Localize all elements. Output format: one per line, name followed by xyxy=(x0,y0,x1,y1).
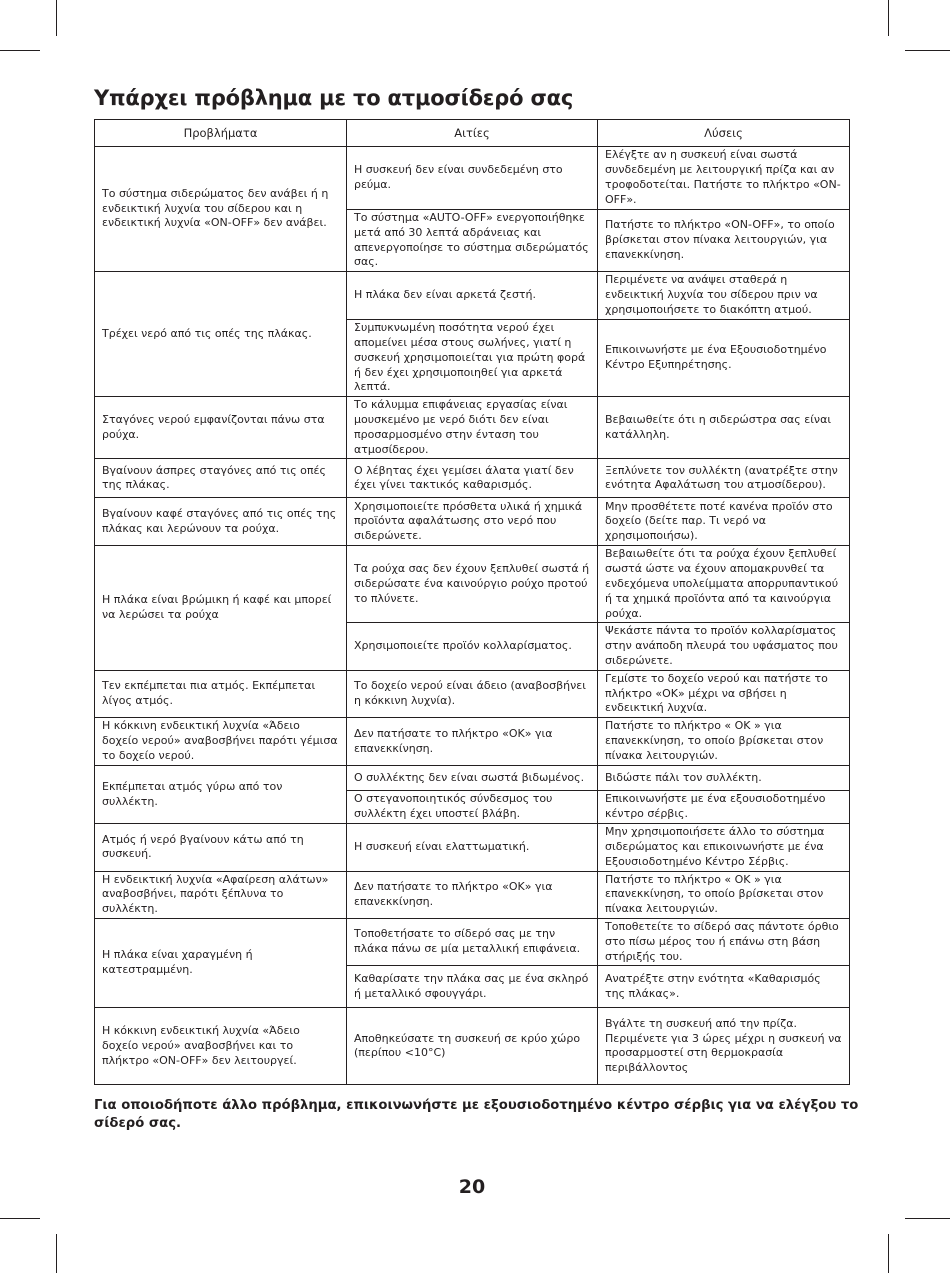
solution-cell: Ανατρέξτε στην ενότητα «Καθαρισμός της πλάκας». xyxy=(598,966,850,1008)
solution-cell: Βγάλτε τη συσκευή από την πρίζα. Περιμένετε για 3 ώρες μέχρι η συσκευή να προσαρμοστεί στη θερμοκρασία περιβάλλοντος xyxy=(598,1008,850,1085)
cause-cell: Χρησιμοποιείτε προϊόν κολλαρίσματος. xyxy=(347,623,598,670)
cause-cell: Το σύστημα «AUTO-OFF» ενεργοποιήθηκε μετά από 30 λεπτά αδράνειας και απενεργοποίησε το σύστημα σιδερώματός σας. xyxy=(347,210,598,272)
solution-cell: Γεμίστε το δοχείο νερού και πατήστε το πλήκτρο «ΟΚ» μέχρι να σβήσει η ενδεικτική λυχνία. xyxy=(598,670,850,717)
crop-mark xyxy=(56,0,57,36)
cause-cell: Τα ρούχα σας δεν έχουν ξεπλυθεί σωστά ή σιδερώσατε ένα καινούργιο ρούχο προτού το πλύνετε. xyxy=(347,546,598,623)
solution-cell: Ελέγξτε αν η συσκευή είναι σωστά συνδεδεμένη με λειτουργική πρίζα και αν τροφοδοτείται. Πατήστε το πλήκτρο «ON-OFF». xyxy=(598,147,850,210)
table-row xyxy=(95,498,850,546)
problem-cell: Βγαίνουν άσπρες σταγόνες από τις οπές της πλάκας. xyxy=(95,459,347,498)
crop-mark xyxy=(0,50,40,51)
solution-cell: Μην χρησιμοποιήσετε άλλο το σύστημα σιδερώματος και επικοινωνήστε με ένα Εξουσιοδοτημένο Κέντρο Σέρβις. xyxy=(598,824,850,871)
table-row xyxy=(95,397,850,459)
problem-cell: Βγαίνουν καφέ σταγόνες από τις οπές της πλάκας και λερώνουν τα ρούχα. xyxy=(95,498,347,546)
problem-cell: Εκπέμπεται ατμός γύρω από τον συλλέκτη. xyxy=(95,766,347,824)
solution-cell: Πατήστε το πλήκτρο « ΟΚ » για επανεκκίνηση, το οποίο βρίσκεται στον πίνακα λειτουργιών. xyxy=(598,871,850,918)
table-header-row xyxy=(95,120,850,147)
page-number: 20 xyxy=(458,1176,486,1198)
solution-cell: Επικοινωνήστε με ένα Εξουσιοδοτημένο Κέντρο Εξυπηρέτησης. xyxy=(598,320,850,397)
cause-cell: Δεν πατήσατε το πλήκτρο «ΟΚ» για επανεκκίνηση. xyxy=(347,718,598,766)
table-row xyxy=(95,670,850,717)
problem-cell: Σταγόνες νερού εμφανίζονται πάνω στα ρούχα. xyxy=(95,397,347,459)
solution-cell: Πατήστε το πλήκτρο « ΟΚ » για επανεκκίνηση, το οποίο βρίσκεται στον πίνακα λειτουργιών. xyxy=(598,718,850,766)
problem-cell: Η πλάκα είναι χαραγμένη ή κατεστραμμένη. xyxy=(95,918,347,1007)
table-row xyxy=(95,459,850,498)
cause-cell: Ο στεγανοποιητικός σύνδεσμος του συλλέκτη έχει υποστεί βλάβη. xyxy=(347,791,598,824)
cause-cell: Η συσκευή είναι ελαττωματική. xyxy=(347,824,598,871)
cause-cell: Τοποθετήσατε το σίδερό σας με την πλάκα πάνω σε μία μεταλλική επιφάνεια. xyxy=(347,918,598,965)
solution-cell: Ξεπλύνετε τον συλλέκτη (ανατρέξτε στην ενότητα Αφαλάτωση του ατμοσίδερου). xyxy=(598,459,850,498)
crop-mark xyxy=(56,1234,57,1273)
solution-cell: Τοποθετείτε το σίδερό σας πάντοτε όρθιο στο πίσω μέρος του ή επάνω στη βάση στήριξής του. xyxy=(598,918,850,965)
solution-cell: Επικοινωνήστε με ένα εξουσιοδοτημένο κέντρο σέρβις. xyxy=(598,791,850,824)
crop-mark xyxy=(888,1234,889,1273)
problem-cell: Η πλάκα είναι βρώμικη ή καφέ και μπορεί να λερώσει τα ρούχα xyxy=(95,546,347,670)
problem-cell: Η κόκκινη ενδεικτική λυχνία «Άδειο δοχείο νερού» αναβοσβήνει και το πλήκτρο «ON-OFF» δεν λειτουργεί. xyxy=(95,1008,347,1085)
problem-cell: Ατμός ή νερό βγαίνουν κάτω από τη συσκευή. xyxy=(95,824,347,871)
table-row xyxy=(95,546,850,623)
problem-cell: Η κόκκινη ενδεικτική λυχνία «Άδειο δοχείο νερού» αναβοσβήνει παρότι γέμισα το δοχείο νερού. xyxy=(95,718,347,766)
cause-cell: Η πλάκα δεν είναι αρκετά ζεστή. xyxy=(347,272,598,320)
problem-cell: Το σύστημα σιδερώματος δεν ανάβει ή η ενδεικτική λυχνία του σίδερου και η ενδεικτική λυχνία «ON-OFF» δεν ανάβει. xyxy=(95,147,347,272)
cause-cell: Δεν πατήσατε το πλήκτρο «ΟΚ» για επανεκκίνηση. xyxy=(347,871,598,918)
page-title: Υπάρχει πρόβλημα με το ατμοσίδερό σας xyxy=(94,86,574,110)
cause-cell: Το κάλυμμα επιφάνειας εργασίας είναι μουσκεμένο με νερό διότι δεν είναι προσαρμοσμένο στην ένταση του ατμοσίδερου. xyxy=(347,397,598,459)
cause-cell: Ο συλλέκτης δεν είναι σωστά βιδωμένος. xyxy=(347,766,598,791)
solution-cell: Πατήστε το πλήκτρο «ON-OFF», το οποίο βρίσκεται στον πίνακα λειτουργιών, για επανεκκίνηση. xyxy=(598,210,850,272)
table-row xyxy=(95,918,850,965)
solution-cell: Περιμένετε να ανάψει σταθερά η ενδεικτική λυχνία του σίδερου πριν να χρησιμοποιήσετε το διακόπτη ατμού. xyxy=(598,272,850,320)
solution-cell: Ψεκάστε πάντα το προϊόν κολλαρίσματος στην ανάποδη πλευρά του υφάσματος που σιδερώνετε. xyxy=(598,623,850,670)
header-causes: Αιτίες xyxy=(347,120,598,147)
problem-cell: Τρέχει νερό από τις οπές της πλάκας. xyxy=(95,272,347,397)
problem-cell: Η ενδεικτική λυχνία «Αφαίρεση αλάτων» αναβοσβήνει, παρότι ξέπλυνα το συλλέκτη. xyxy=(95,871,347,918)
table-row xyxy=(95,272,850,320)
header-solutions: Λύσεις xyxy=(598,120,850,147)
cause-cell: Συμπυκνωμένη ποσότητα νερού έχει απομείνει μέσα στους σωλήνες, γιατί η συσκευή χρησιμοποιείται για πρώτη φορά ή δεν έχει χρησιμοποιηθεί για αρκετά λεπτά. xyxy=(347,320,598,397)
table-row xyxy=(95,766,850,791)
footer-note: Για οποιοδήποτε άλλο πρόβλημα, επικοινωνήστε με εξουσιοδοτημένο κέντρο σέρβις για να ελέγξου το σίδερό σας. xyxy=(94,1098,859,1131)
solution-cell: Βιδώστε πάλι τον συλλέκτη. xyxy=(598,766,850,791)
problem-cell: Τεν εκπέμπεται πια ατμός. Εκπέμπεται λίγος ατμός. xyxy=(95,670,347,717)
crop-mark xyxy=(905,50,950,51)
table-row xyxy=(95,871,850,918)
cause-cell: Καθαρίσατε την πλάκα σας με ένα σκληρό ή μεταλλικό σφουγγάρι. xyxy=(347,966,598,1008)
cause-cell: Χρησιμοποιείτε πρόσθετα υλικά ή χημικά προϊόντα αφαλάτωσης στο νερό που σιδερώνετε. xyxy=(347,498,598,546)
cause-cell: Το δοχείο νερού είναι άδειο (αναβοσβήνει η κόκκινη λυχνία). xyxy=(347,670,598,717)
crop-mark xyxy=(905,1218,950,1219)
cause-cell: Αποθηκεύσατε τη συσκευή σε κρύο χώρο (περίπου <10°C) xyxy=(347,1008,598,1085)
crop-mark xyxy=(0,1218,40,1219)
cause-cell: Ο λέβητας έχει γεμίσει άλατα γιατί δεν έχει γίνει τακτικός καθαρισμός. xyxy=(347,459,598,498)
cause-cell: Η συσκευή δεν είναι συνδεδεμένη στο ρεύμα. xyxy=(347,147,598,210)
solution-cell: Βεβαιωθείτε ότι η σιδερώστρα σας είναι κατάλληλη. xyxy=(598,397,850,459)
table-row xyxy=(95,718,850,766)
troubleshooting-table xyxy=(94,119,850,1085)
table-row xyxy=(95,824,850,871)
table-row xyxy=(95,147,850,210)
solution-cell: Μην προσθέτετε ποτέ κανένα προϊόν στο δοχείο (δείτε παρ. Τι νερό να χρησιμοποιήσω). xyxy=(598,498,850,546)
header-problems: Προβλήματα xyxy=(95,120,347,147)
solution-cell: Βεβαιωθείτε ότι τα ρούχα έχουν ξεπλυθεί σωστά ώστε να έχουν απομακρυνθεί τα ενδεχόμενα υπολείμματα απορρυπαντικού ή τα χημικά προϊόντα από τα καινούργια ρούχα. xyxy=(598,546,850,623)
crop-mark xyxy=(888,0,889,36)
table-row xyxy=(95,1008,850,1085)
